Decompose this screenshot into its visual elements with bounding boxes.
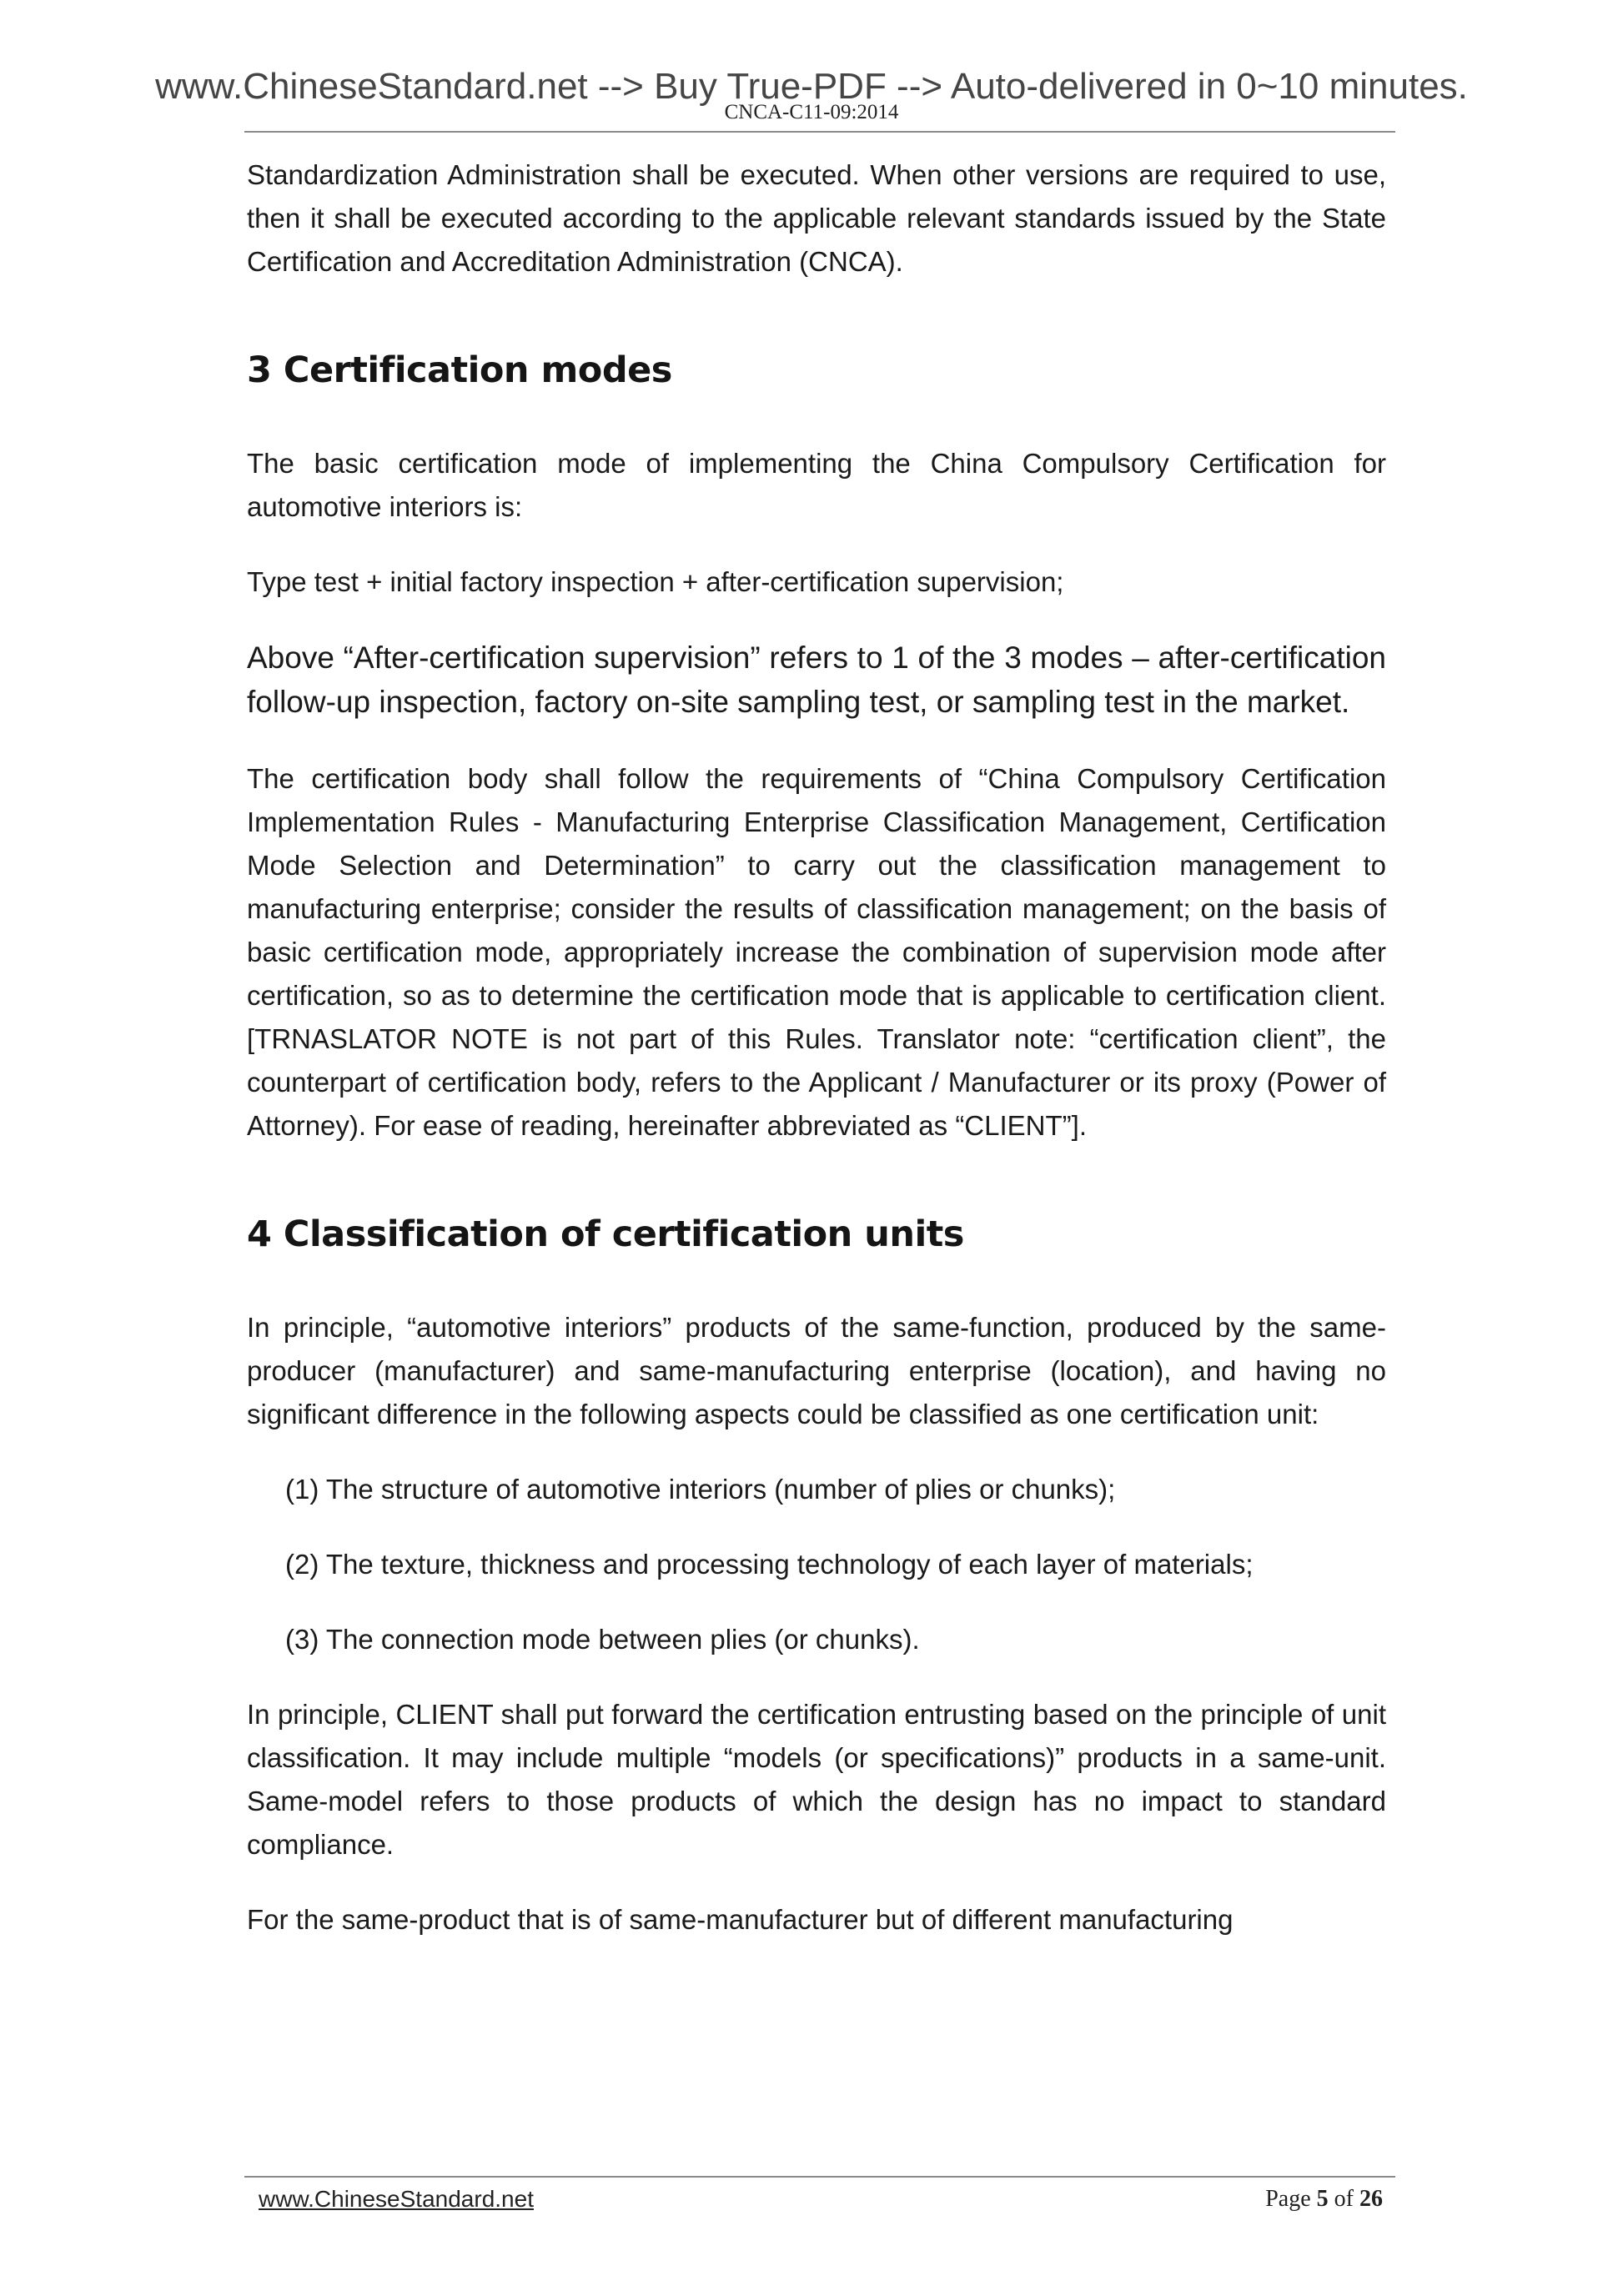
section-3-paragraph-2: Type test + initial factory inspection + after-certification supervision;	[247, 566, 1064, 597]
section-3-paragraph-3: Above “After-certification supervision” refers to 1 of the 3 modes – after-certification follow-up inspection, factory on-site sampling test, or sampling test in the market.	[247, 641, 1386, 719]
page-content	[247, 153, 1386, 1973]
footer-website-link[interactable]: www.ChineseStandard.net	[259, 2186, 534, 2212]
section-4-heading: 4 Classification of certification units	[247, 1213, 964, 1255]
section-4-paragraph-3: For the same-product that is of same-manufacturer but of different manufacturing	[247, 1904, 1234, 1935]
intro-paragraph: Standardization Administration shall be executed. When other versions are required to use, then it shall be executed according to the applicable relevant standards issued by the State Certification and Accreditation Administration (CNCA).	[247, 159, 1386, 277]
header-divider	[244, 131, 1395, 133]
section-3-paragraph-4: The certification body shall follow the requirements of “China Compulsory Certification Implementation Rules - Manufacturing Enterprise Classification Management, Certification Mode Selection and Determination” to carry out the classification management to manufacturing enterprise; consider the results of classification management; on the basis of basic certification mode, appropriately increase the combination of supervision mode after certification, so as to determine the certification mode that is applicable to certification client.[TRNASLATOR NOTE is not part of this Rules. Translator note: “certification client”, the counterpart of certification body, refers to the Applicant / Manufacturer or its proxy (Power of Attorney). For ease of reading, hereinafter abbreviated as “CLIENT”].	[247, 763, 1386, 1141]
document-code: CNCA-C11-09:2014	[724, 101, 899, 123]
section-4-paragraph-1: In principle, “automotive interiors” products of the same-function, produced by the same-producer (manufacturer) and same-manufacturing enterprise (location), and having no significant difference in the following aspects could be classified as one certification unit:	[247, 1312, 1386, 1429]
list-item: (2) The texture, thickness and processing technology of each layer of materials;	[285, 1549, 1254, 1580]
section-3-heading: 3 Certification modes	[247, 349, 672, 391]
page-number	[1265, 2185, 1383, 2213]
total-pages: 26	[1359, 2186, 1383, 2212]
section-4-paragraph-2: In principle, CLIENT shall put forward the certification entrusting based on the principle of unit classification. It may include multiple “models (or specifications)” products in a same-unit. Same-model refers to those products of which the design has no impact to standard compliance.	[247, 1699, 1386, 1860]
site-banner[interactable]: www.ChineseStandard.net --> Buy True-PDF --> Auto-delivered in 0~10 minutes.	[155, 66, 1468, 107]
page-of-label: of	[1328, 2186, 1359, 2212]
footer-divider	[244, 2176, 1395, 2178]
list-item: (3) The connection mode between plies (or chunks).	[285, 1624, 920, 1655]
page-label: Page	[1265, 2186, 1317, 2212]
aspect-list	[247, 1468, 1386, 1661]
section-3-paragraph-1: The basic certification mode of implementing the China Compulsory Certification for automotive interiors is:	[247, 448, 1386, 522]
current-page: 5	[1316, 2186, 1329, 2212]
list-item: (1) The structure of automotive interiors (number of plies or chunks);	[285, 1474, 1116, 1505]
